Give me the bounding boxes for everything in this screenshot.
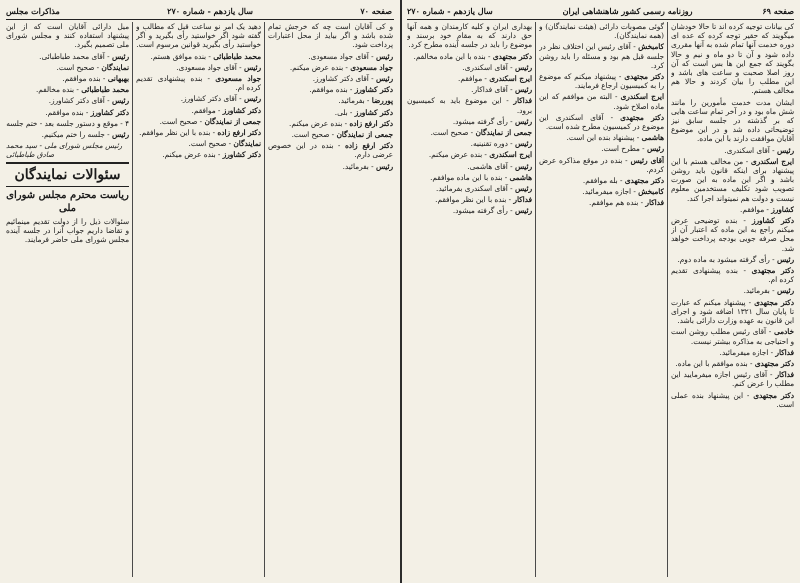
speech-paragraph <box>407 128 532 137</box>
speech-text: بنده مخالفم. <box>35 85 75 95</box>
speech-text: بنده موافقم. <box>309 85 348 95</box>
speaker-separator: - <box>329 130 337 140</box>
speech-paragraph <box>539 92 664 110</box>
speaker-separator: - <box>745 297 755 307</box>
speech-text: این موضوع باید به کمیسیون برود. <box>407 96 532 115</box>
speaker-separator: - <box>482 150 490 160</box>
speaker-name: دکتر مجتهدی <box>754 297 794 307</box>
speech-text: بنده پیشنهادی تقدیم کرده ام. <box>671 266 794 285</box>
speech-text: پیشنهاد میکنم که موضوع را به کمیسیون ارجاع فرمایند. <box>539 72 664 91</box>
speaker-separator: - <box>210 128 218 138</box>
speaker-separator: - <box>342 118 350 128</box>
speaker-name: دکتر مجتهدی <box>753 390 794 400</box>
speech-paragraph <box>407 195 532 204</box>
speech-text: صحیح است. <box>159 116 198 126</box>
speech-text: البته من موافقم که این ماده اصلاح شود. <box>539 92 664 111</box>
speaker-separator: - <box>639 144 647 154</box>
speech-text: بنده عرض میکنم. <box>162 150 216 160</box>
speaker-separator: - <box>638 198 646 208</box>
speaker-name: دکتر کشاورز <box>90 107 129 117</box>
speech-paragraph <box>407 117 532 126</box>
right-newspaper-title: روزنامه رسمی کشور شاهنشاهی ایران <box>562 6 693 16</box>
speaker-separator: - <box>347 107 355 117</box>
speaker-name: ایرج اسکندری <box>489 150 532 160</box>
speaker-name: رئیس <box>514 184 532 194</box>
speaker-separator: - <box>507 116 515 126</box>
speech-paragraph <box>6 52 129 61</box>
page-gutter-divider <box>400 0 402 583</box>
speech-text: صحیح است. <box>430 128 469 138</box>
speaker-separator: - <box>603 112 621 122</box>
speaker-separator: - <box>215 150 223 160</box>
column-rule <box>535 22 536 577</box>
speech-text: بفرمائید. <box>342 161 369 171</box>
speaker-separator: - <box>507 184 515 194</box>
section-title: سئوالات نمایندگان <box>6 162 129 187</box>
speech-paragraph <box>136 139 261 148</box>
speech-paragraph <box>671 298 794 326</box>
speech-paragraph <box>539 156 664 174</box>
speech-paragraph <box>268 63 393 72</box>
speaker-separator: - <box>506 195 514 205</box>
speaker-separator: - <box>622 155 631 165</box>
signature-line: رئیس مجلس شورای ملی - سید محمد صادق طباطبائی <box>6 141 123 160</box>
speaker-separator: - <box>83 107 91 117</box>
speaker-name: دکتر ارفع زاده <box>217 128 261 138</box>
speaker-separator: - <box>364 96 372 106</box>
right-page-number: صفحه ۶۹ <box>762 6 794 16</box>
speech-text: بنده با این نظر موافقم. <box>139 128 211 138</box>
speaker-name: جمعی از نمایندگان <box>475 128 532 138</box>
speech-text: پیشنهاد بنده این است. <box>566 133 635 143</box>
speech-text: جلسه را ختم میکنیم. <box>41 130 105 140</box>
speaker-separator: - <box>769 145 777 155</box>
speaker-name: خادمی <box>774 327 794 337</box>
speech-text: بنده با این ماده مخالفم. <box>413 51 486 61</box>
left-issue-line: سال یازدهم - شماره ۲۷۰ <box>167 6 253 16</box>
speaker-name: محمد طباطبائی <box>213 51 261 61</box>
speaker-separator: - <box>236 94 244 104</box>
speech-text: آقای دکتر کشاورز. <box>312 74 369 84</box>
speaker-name: رئیس <box>646 144 664 154</box>
body-paragraph: گوئی مصوبات دارائی (هیئت نمایندگان) و (همه نمایندگان). <box>539 22 664 41</box>
speaker-name: پوررضا <box>371 96 393 106</box>
speech-paragraph <box>407 74 532 83</box>
speech-text: آقای رئیس مطلب روشن است و احتیاجی به مذاکره بیشتر نیست. <box>671 327 794 346</box>
speaker-separator: - <box>616 72 625 82</box>
speech-text: آقای جواد مسعودی. <box>308 51 369 61</box>
speaker-name: دکتر کشاورز <box>222 105 261 115</box>
speech-paragraph <box>268 162 393 171</box>
speaker-name: ایرج اسکندری <box>489 74 532 84</box>
left-page-column-3 <box>6 22 129 579</box>
speech-text: پیشنهاد میکنم که عبارت تا پایان سال ۱۳۲۱ اضافه شود و اجرای این قانون به عهده وزارت دارائی باشد. <box>671 297 794 326</box>
speaker-separator: - <box>236 62 244 72</box>
speaker-name: دکتر مجتهدی <box>624 72 664 82</box>
speaker-name: رئیس <box>514 85 532 95</box>
speech-paragraph <box>136 52 261 61</box>
left-page-number: صفحه ۷۰ <box>360 6 392 16</box>
speech-text: بله موافقم. <box>582 176 618 186</box>
speech-text: موافقم. <box>740 204 765 214</box>
speaker-name: دکتر ارفع زاده <box>344 141 393 151</box>
speaker-name: رئیس <box>111 51 129 61</box>
speech-text: بنده با این نظر موافقم. <box>435 195 507 205</box>
speech-text: آقای اسکندری بفرمائید. <box>436 184 508 194</box>
speech-text: بنده عرض میکنم. <box>428 150 483 160</box>
speaker-separator: - <box>507 206 515 216</box>
speaker-separator: - <box>767 370 776 380</box>
speech-paragraph <box>407 52 532 61</box>
speaker-separator: - <box>215 105 223 115</box>
speaker-separator: - <box>768 347 776 357</box>
body-paragraph: ۴ - موقع و دستور جلسه بعد - ختم جلسه <box>6 118 129 128</box>
speaker-separator: - <box>630 42 639 52</box>
speaker-separator: - <box>100 74 108 84</box>
speaker-separator: - <box>769 254 777 264</box>
speech-paragraph <box>671 391 794 409</box>
speech-text: بنده موافقم. <box>45 107 84 117</box>
right-header-rule <box>407 19 794 20</box>
speaker-name: رئیس <box>375 74 393 84</box>
speaker-name: رئیس <box>243 94 261 104</box>
speaker-name: دکتر کشاورز <box>354 85 393 95</box>
speech-text: اجازه میفرمائید. <box>582 187 632 197</box>
speech-text: آقای محمد طباطبائی. <box>39 51 105 61</box>
speech-text: آقای هاشمی. <box>467 161 508 171</box>
speech-paragraph <box>671 370 794 388</box>
speech-paragraph <box>407 206 532 215</box>
speech-paragraph <box>136 150 261 159</box>
speech-text: بنده عرض میکنم. <box>289 62 344 72</box>
speech-paragraph <box>6 130 129 139</box>
speech-text: بنده پیشنهادی تقدیم کرده ام. <box>136 74 261 93</box>
speaker-separator: - <box>94 62 102 72</box>
speaker-name: فداکار <box>775 347 794 357</box>
speaker-separator: - <box>631 187 639 197</box>
speech-paragraph <box>671 286 794 295</box>
speech-text: بنده موافق هستم. <box>150 51 207 61</box>
speaker-name: رئیس <box>776 254 794 264</box>
speaker-separator: - <box>202 74 216 84</box>
speech-paragraph <box>539 42 664 70</box>
speaker-name: رئیس <box>776 145 794 155</box>
speaker-separator: - <box>104 51 112 61</box>
speech-text: بنده موافقم. <box>62 74 101 84</box>
speaker-name: هاشمی <box>509 172 532 182</box>
speaker-name: دکتر کشاورز <box>222 150 261 160</box>
speech-text: موافقم. <box>191 105 216 115</box>
column-rule <box>667 22 668 577</box>
speech-paragraph <box>407 162 532 171</box>
speaker-separator: - <box>368 161 376 171</box>
speaker-name: ایرج اسکندری <box>750 156 794 166</box>
speaker-separator: - <box>343 62 351 72</box>
speaker-separator: - <box>507 85 515 95</box>
speaker-name: نمایندگان <box>101 62 129 72</box>
left-header-rule <box>6 19 394 20</box>
speaker-name: رئیس <box>514 139 532 149</box>
speech-paragraph <box>539 144 664 153</box>
body-paragraph: میل دارائی آقایان است که از این پیشنهاد استفاده کنند و مجلس شورای ملی تصمیم بگیرد. <box>6 22 129 50</box>
speech-text: من مخالف هستم با این پیشنهاد برای اینکه قانون باید روشن باشد و اگر این ماده به این صورت تصویب شود تکلیف مستخدمین معلوم نیست و دولت هم نمیتواند اجرا کند. <box>671 156 794 203</box>
speech-text: موافقم. <box>458 74 483 84</box>
speech-text: بنده هم موافقم. <box>589 198 639 208</box>
speaker-separator: - <box>226 139 234 149</box>
speaker-separator: - <box>617 176 625 186</box>
body-paragraph: ایشان مدت خدمت مأمورین را مانند شش ماه بود و در آخر تمام ساعت هایی که بر گذشته در جلسه سابق نیز توضیحاتی داده شد و در این موضوع آقایان موافقت دارند با این ماده. <box>671 97 794 144</box>
speech-text: آقای دکتر کشاورز. <box>48 96 105 106</box>
speaker-name: جمعی از نمایندگان <box>336 130 393 140</box>
speech-paragraph <box>136 63 261 72</box>
speech-text: آقای جواد مسعودی. <box>176 62 237 72</box>
speech-paragraph <box>268 52 393 61</box>
speech-paragraph <box>539 187 664 196</box>
speaker-separator: - <box>468 128 476 138</box>
body-paragraph: بهداری ایران و کلیه کارمندان و همه آنها حق دارند که به مقام خود برسند و موضوع را باید در جلسه آینده مطرح کرد. <box>407 22 532 50</box>
speech-paragraph <box>6 96 129 105</box>
speech-paragraph <box>671 146 794 155</box>
speaker-separator: - <box>507 161 515 171</box>
right-page-header <box>407 4 794 18</box>
speech-paragraph <box>136 94 261 103</box>
speech-paragraph <box>671 205 794 214</box>
speaker-separator: - <box>368 74 376 84</box>
speech-text: دوره تقنینیه. <box>470 139 508 149</box>
speech-paragraph <box>539 72 664 90</box>
speaker-name: رئیس <box>514 206 532 216</box>
speech-text: بنده در این خصوص عرضی دارم. <box>268 141 393 160</box>
body-paragraph: کی بیانات توجیه کرده اند تا حالا خودشان میگویند که حقیر توجه کرده که عده ای دوره خدمت آنها تمام شده به آنها مقرری داده شود و آن تا دو ماه و نیم و حالا بگویند که جمع این ها بس است که آن روز اصلا صحبت و ساعت های باشد و این مطلب را بیان کردند و حالا هم مخالف هستم. <box>671 22 794 96</box>
speaker-separator: - <box>502 172 510 182</box>
speaker-name: دکتر کشاورز <box>354 107 393 117</box>
body-paragraph: و کی آقایان است چه که خرجش تمام شده باشد و اگر بیاید از محل اعتبارات پرداخت شود. <box>268 22 393 50</box>
speech-text: بفرمائید. <box>338 96 365 106</box>
speaker-name: فداکار <box>775 370 794 380</box>
speech-paragraph <box>6 108 129 117</box>
speaker-separator: - <box>737 216 752 226</box>
speech-paragraph <box>268 130 393 139</box>
speech-paragraph <box>407 85 532 94</box>
speech-paragraph <box>6 63 129 72</box>
speaker-name: دکتر مجتهدی <box>620 112 664 122</box>
speaker-separator: - <box>743 156 751 166</box>
speech-paragraph <box>407 150 532 159</box>
speaker-separator: - <box>501 96 514 106</box>
speaker-name: بهبهانی <box>107 74 129 84</box>
speech-text: آقای اسکندری. <box>724 145 770 155</box>
speech-text: بنده توضیحی عرض میکنم راجع به این ماده که اعتبار آن از محل صرفه جویی بودجه پرداخت خواهد شد. <box>671 216 794 253</box>
speaker-separator: - <box>743 390 754 400</box>
speaker-separator: - <box>769 286 777 296</box>
speech-text: بنده در موقع مذاکره عرض کردم. <box>539 155 664 174</box>
speech-paragraph <box>539 198 664 207</box>
speaker-separator: - <box>104 96 112 106</box>
speaker-name: کشاورز <box>771 204 794 214</box>
speaker-separator: - <box>482 74 490 84</box>
speaker-separator: - <box>634 133 642 143</box>
speech-paragraph <box>671 348 794 357</box>
speaker-name: ایرج اسکندری <box>620 92 664 102</box>
speaker-name: دکتر ارفع زاده <box>349 118 393 128</box>
speech-text: صحیح است. <box>291 130 330 140</box>
speech-text: بنده موافقم با این ماده. <box>675 358 748 368</box>
speaker-name: دکتر مجتهدی <box>492 51 532 61</box>
speech-paragraph <box>136 74 261 92</box>
speech-paragraph <box>268 119 393 128</box>
speech-paragraph <box>268 141 393 159</box>
speaker-name: دکتر مجتهدی <box>624 176 664 186</box>
right-page-column-2 <box>539 22 664 579</box>
speech-paragraph <box>407 63 532 72</box>
speaker-separator: - <box>507 62 515 72</box>
speaker-separator: - <box>611 92 621 102</box>
left-newspaper-title: مذاکرات مجلس <box>6 6 60 16</box>
speech-text: صحیح است. <box>56 62 95 72</box>
speaker-name: کامبخش <box>638 42 664 52</box>
speech-text: آقای اسکندری این موضوع در کمیسیون مطرح شده است. <box>539 112 664 132</box>
speaker-name: دکتر کشاورز <box>751 216 794 226</box>
speaker-separator: - <box>764 204 772 214</box>
speech-text: بنده با این ماده موافقم. <box>430 172 503 182</box>
speech-text: آقای اسکندری. <box>462 62 508 72</box>
speaker-name: جواد مسعودی <box>215 74 261 84</box>
speech-paragraph <box>671 266 794 284</box>
speaker-separator: - <box>368 51 376 61</box>
speech-paragraph <box>6 74 129 83</box>
speaker-name: کامبخش <box>638 187 664 197</box>
body-paragraph: سئوالات ذیل را از دولت تقدیم مینمائیم و تقاضا داریم جواب آنرا در جلسه آینده مجلس شورای ملی حاضر فرمایند. <box>6 216 129 245</box>
speaker-name: رئیس <box>514 116 532 126</box>
speaker-separator: - <box>737 266 752 276</box>
speaker-separator: - <box>347 85 355 95</box>
speech-text: بفرمائید. <box>743 286 770 296</box>
speech-paragraph <box>407 173 532 182</box>
speech-text: رأی گرفته میشود به ماده دوم. <box>677 254 770 264</box>
speaker-name: فداکار <box>513 96 532 106</box>
speaker-name: رئیس <box>243 62 261 72</box>
speaker-separator: - <box>766 327 775 337</box>
right-page-column-1 <box>671 22 794 579</box>
left-page-column-2 <box>136 22 261 579</box>
speaker-name: هاشمی <box>641 133 664 143</box>
speaker-separator: - <box>485 51 493 61</box>
speech-paragraph <box>407 184 532 193</box>
speaker-separator: - <box>333 141 345 151</box>
speech-text: آقای رئیس اجازه میفرمایید این مطلب را عرض کنم. <box>671 370 794 389</box>
speaker-name: جمعی از نمایندگان <box>204 116 261 126</box>
speaker-name: رئیس <box>375 51 393 61</box>
speech-paragraph <box>136 128 261 137</box>
speaker-name: نمایندگان <box>233 139 261 149</box>
left-page-header <box>6 4 392 18</box>
speech-paragraph <box>671 157 794 203</box>
speech-text: بلی. <box>334 107 348 117</box>
speech-text: بنده عرض میکنم. <box>289 118 343 128</box>
speech-paragraph <box>539 176 664 185</box>
speech-text: رأی گرفته میشود. <box>452 116 508 126</box>
speaker-separator: - <box>74 85 82 95</box>
speaker-separator: - <box>104 130 112 140</box>
speaker-name: فداکار <box>513 195 532 205</box>
speech-paragraph <box>671 327 794 345</box>
speech-paragraph <box>268 108 393 117</box>
speaker-name: رئیس <box>514 161 532 171</box>
speaker-name: رئیس <box>514 62 532 72</box>
speech-text: این پیشنهاد بنده عملی است. <box>671 390 794 409</box>
speech-paragraph <box>671 216 794 253</box>
speaker-separator: - <box>747 358 755 368</box>
speaker-name: رئیس <box>375 161 393 171</box>
speaker-name: رئیس <box>776 286 794 296</box>
speaker-name: آقای رئیس <box>630 155 664 165</box>
speech-paragraph <box>268 96 393 105</box>
column-rule <box>132 22 133 577</box>
speaker-name: محمد طباطبائی <box>81 85 129 95</box>
speech-paragraph <box>407 96 532 114</box>
speaker-name: رئیس <box>111 130 129 140</box>
speech-paragraph <box>268 74 393 83</box>
speaker-separator: - <box>197 116 205 126</box>
section-subtitle: ریاست محترم مجلس شورای ملی <box>6 189 129 214</box>
speaker-separator: - <box>206 51 214 61</box>
speech-text: رأی گرفته میشود. <box>452 206 508 216</box>
speech-paragraph <box>539 113 664 131</box>
speech-text: آقای دکتر کشاورز. <box>180 94 237 104</box>
speech-paragraph <box>671 359 794 368</box>
speech-paragraph <box>539 133 664 142</box>
speaker-name: دکتر مجتهدی <box>754 358 794 368</box>
speaker-name: رئیس <box>111 96 129 106</box>
speaker-name: جواد مسعودی <box>350 62 393 72</box>
left-page-column-1 <box>268 22 393 579</box>
speech-paragraph <box>407 139 532 148</box>
body-paragraph: دهید یک امر نو ساعت قبل که مطالب و گفته شود اگر خواستید رأی بگیرید و اگر خواستید رأی بگیرید قوانین مرسوم است. <box>136 22 261 50</box>
speech-text: اجازه میفرمائید. <box>719 347 769 357</box>
speech-paragraph <box>136 106 261 115</box>
speaker-name: دکتر مجتهدی <box>751 266 794 276</box>
column-rule <box>264 22 265 577</box>
speech-text: صحیح است. <box>188 139 227 149</box>
speech-paragraph <box>136 117 261 126</box>
speaker-separator: - <box>507 139 515 149</box>
speech-paragraph <box>268 85 393 94</box>
speech-text: مطرح است. <box>601 144 640 154</box>
speaker-name: فداکار <box>645 198 664 208</box>
right-page-column-3 <box>407 22 532 579</box>
speech-paragraph <box>671 255 794 264</box>
speech-text: آقای فداکار. <box>471 85 508 95</box>
speech-text: آقای رئیس این اختلاف نظر در جلسه قبل هم بود و مسئله را باید روشن کرد. <box>539 42 664 70</box>
right-issue-line: سال یازدهم - شماره ۲۷۰ <box>407 6 493 16</box>
speech-paragraph <box>6 85 129 94</box>
